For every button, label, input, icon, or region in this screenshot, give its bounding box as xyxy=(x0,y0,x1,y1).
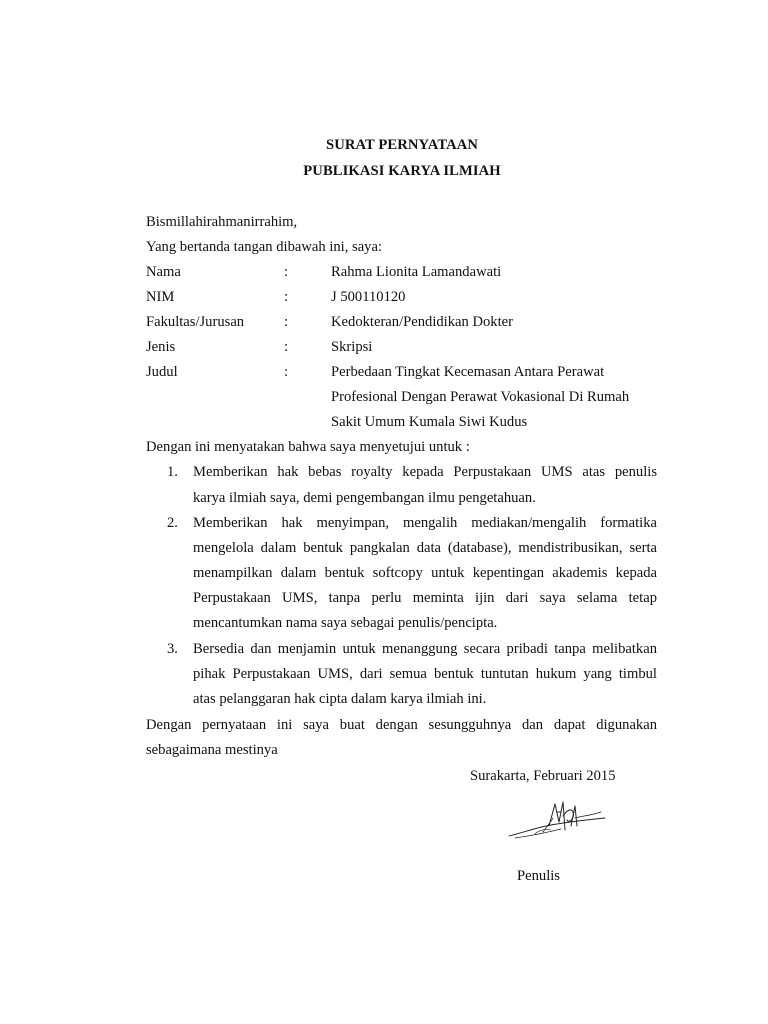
document-subtitle: PUBLIKASI KARYA ILMIAH xyxy=(303,163,501,179)
field-label-nim: NIM xyxy=(146,289,175,305)
field-value-judul-line: Sakit Umum Kumala Siwi Kudus xyxy=(331,414,528,430)
list-item-line: menampilkan dalam bentuk softcopy untuk kepentingan akademis kepada xyxy=(193,565,657,581)
list-item-line: pihak Perpustakaan UMS, dari semua bentuk tuntutan hukum yang timbul xyxy=(193,666,657,682)
list-item-line: atas pelanggaran hak cipta dalam karya ilmiah ini. xyxy=(193,691,487,707)
list-item-line: mencantumkan nama saya sebagai penulis/pencipta. xyxy=(193,615,498,631)
field-value-fakultas: Kedokteran/Pendidikan Dokter xyxy=(331,314,513,330)
closing-line: sebagaimana mestinya xyxy=(146,742,278,758)
field-colon: : xyxy=(284,314,289,330)
list-number: 2. xyxy=(167,515,178,531)
place-date: Surakarta, Februari 2015 xyxy=(470,768,616,784)
field-colon: : xyxy=(284,289,289,305)
list-item-line: karya ilmiah saya, demi pengembangan ilmu pengetahuan. xyxy=(193,490,536,506)
field-label-judul: Judul xyxy=(146,364,178,380)
signature-image xyxy=(505,796,611,846)
field-value-jenis: Skripsi xyxy=(331,339,373,355)
field-label-fakultas: Fakultas/Jurusan xyxy=(146,314,245,330)
list-item-line: Perpustakaan UMS, tanpa perlu meminta ijin dari saya selama tetap xyxy=(193,590,657,606)
field-colon: : xyxy=(284,364,289,380)
field-colon: : xyxy=(284,264,289,280)
list-number: 1. xyxy=(167,464,178,480)
list-number: 3. xyxy=(167,641,178,657)
intro-line: Yang bertanda tangan dibawah ini, saya: xyxy=(146,239,383,255)
greeting-line: Bismillahirahmanirrahim, xyxy=(146,214,298,230)
field-value-nim: J 500110120 xyxy=(331,289,406,305)
closing-line: Dengan pernyataan ini saya buat dengan sesungguhnya dan dapat digunakan xyxy=(146,717,657,733)
statement-intro: Dengan ini menyatakan bahwa saya menyetujui untuk : xyxy=(146,439,470,455)
field-value-nama: Rahma Lionita Lamandawati xyxy=(331,264,502,280)
list-item-line: Memberikan hak menyimpan, mengalih mediakan/mengalih formatika xyxy=(193,515,657,531)
field-value-judul-line: Perbedaan Tingkat Kecemasan Antara Perawat xyxy=(331,364,605,380)
field-value-judul-line: Profesional Dengan Perawat Vokasional Di Rumah xyxy=(331,389,630,405)
list-item-line: Bersedia dan menjamin untuk menanggung secara pribadi tanpa melibatkan xyxy=(193,641,657,657)
field-label-jenis: Jenis xyxy=(146,339,176,355)
signer-role: Penulis xyxy=(517,868,560,884)
field-colon: : xyxy=(284,339,289,355)
field-label-nama: Nama xyxy=(146,264,181,280)
list-item-line: mengelola dalam bentuk pangkalan data (database), mendistribusikan, serta xyxy=(193,540,657,556)
document-title: SURAT PERNYATAAN xyxy=(325,137,479,153)
list-item-line: Memberikan hak bebas royalty kepada Perpustakaan UMS atas penulis xyxy=(193,464,657,480)
